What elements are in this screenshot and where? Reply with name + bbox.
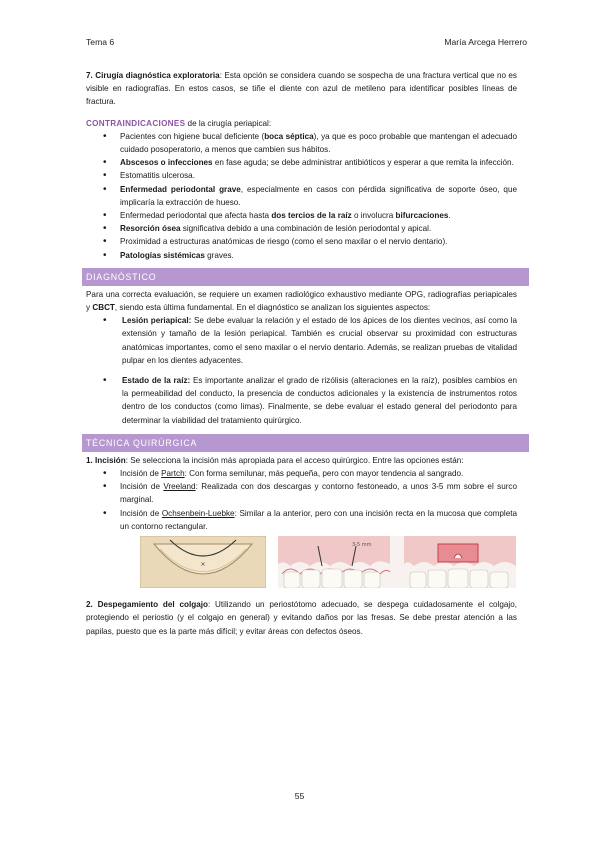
vreeland-ochsenbein-illustration <box>278 536 516 588</box>
diagnostico-heading: DIAGNÓSTICO <box>82 268 529 286</box>
incision-paragraph: 1. Incisión: Se selecciona la incisión más apropiada para el acceso quirúrgico. Entre las opciones están: <box>86 455 464 465</box>
header-topic: Tema 6 <box>86 37 115 47</box>
list-item: • Patologías sistémicas graves. <box>86 249 517 262</box>
svg-text:×: × <box>200 561 206 569</box>
incision-figures <box>86 536 517 590</box>
cirugia-title: 7. Cirugía diagnóstica exploratoria <box>86 71 220 80</box>
list-item: • Estomatitis ulcerosa. <box>86 169 517 182</box>
list-item: • Proximidad a estructuras anatómicas de riesgo (como el seno maxilar o el nervio dentario). <box>86 235 517 248</box>
header-author: María Arcega Herrero <box>444 37 527 47</box>
diagnostico-intro: Para una correcta evaluación, se requiere un examen radiológico exhaustivo mediante OPG, radiografías periapicales y CBCT, siendo esta última fundamental. En el diagnóstico se analizan los siguientes aspectos: <box>86 289 517 313</box>
cirugia-text: : Esta opción se considera cuando se sospecha de una fractura vertical que no es visible en radiografías. En estos casos, se tiñe el diente con azul de metileno para identificar posibles líneas de fractura. <box>86 71 517 107</box>
contra-title-rest: de la cirugía periapical: <box>185 118 272 128</box>
contraindicaciones-heading <box>86 117 517 130</box>
list-item: • Abscesos o infecciones en fase aguda; se debe administrar antibióticos y esperar a que remita la infección. <box>86 156 517 169</box>
despegamiento-paragraph: 2. Despegamiento del colgajo: Utilizando un periostótomo adecuado, se despega cuidadosamente el colgajo, protegiendo el periostio (y el colgajo en general) y evitando daños por las fresas. Se debe prestar atención a las papilas, puesto que es la parte más difícil; y evitar áreas con defectos óseos. <box>86 600 518 636</box>
list-item: • Lesión periapical: Se debe evaluar la relación y el estado de los ápices de los dientes vecinos, así como la extensión y tamaño de la lesión periapical. También es crucial observar su proximidad con estructuras anatómicas importantes, como el seno maxilar o el nervio dentario. Además, se realizan pruebas de vitalidad pulpar en los dientes adyacentes. <box>86 314 517 367</box>
figure-label: 3-5 mm <box>352 542 372 549</box>
contra-title: CONTRAINDICACIONES <box>86 118 186 128</box>
list-item: • Incisión de Ochsenbein-Luebke: Similar a la anterior, pero con una incisión recta en la mucosa que completa un contorno rectangular. <box>86 507 517 533</box>
contraindicaciones-list <box>86 130 517 262</box>
page-content <box>86 69 517 638</box>
list-item: • Estado de la raíz: Es importante analizar el grado de rizólisis (alteraciones en la raíz), posibles cambios en la permeabilidad del conducto, la presencia de conductos adicionales y la existencia de instrumentos rotos dentro de los conductos (como limas). Finalmente, se debe evaluar el estado general del periodonto para determinar la viabilidad del tratamiento quirúrgico. <box>86 374 517 427</box>
cirugia-paragraph <box>86 69 517 109</box>
page-number: 55 <box>294 791 305 801</box>
list-item: • Incisión de Vreeland: Realizada con dos descargas y contorno festoneado, a unos 3-5 mm sobre el surco marginal. <box>86 480 517 506</box>
tecnica-heading: TÉCNICA QUIRÚRGICA <box>82 434 529 452</box>
list-item: • Enfermedad periodontal que afecta hasta dos tercios de la raíz o involucra bifurcaciones. <box>86 209 517 222</box>
partch-incision-illustration <box>140 536 266 588</box>
diagnostico-list <box>86 314 517 427</box>
list-item: • Enfermedad periodontal grave, especialmente en casos con pérdida significativa de soporte óseo, que implicaría la extracción de hueso. <box>86 183 517 209</box>
list-item: • Pacientes con higiene bucal deficiente (boca séptica), ya que es poco probable que mantengan el adecuado cuidado posoperatorio, a menos que cambien sus hábitos. <box>86 130 517 156</box>
incision-list <box>86 467 517 533</box>
list-item: • Resorción ósea significativa debido a una combinación de lesión periodontal y apical. <box>86 222 517 235</box>
list-item: • Incisión de Partch: Con forma semilunar, más pequeña, pero con mayor tendencia al sangrado. <box>86 467 517 480</box>
